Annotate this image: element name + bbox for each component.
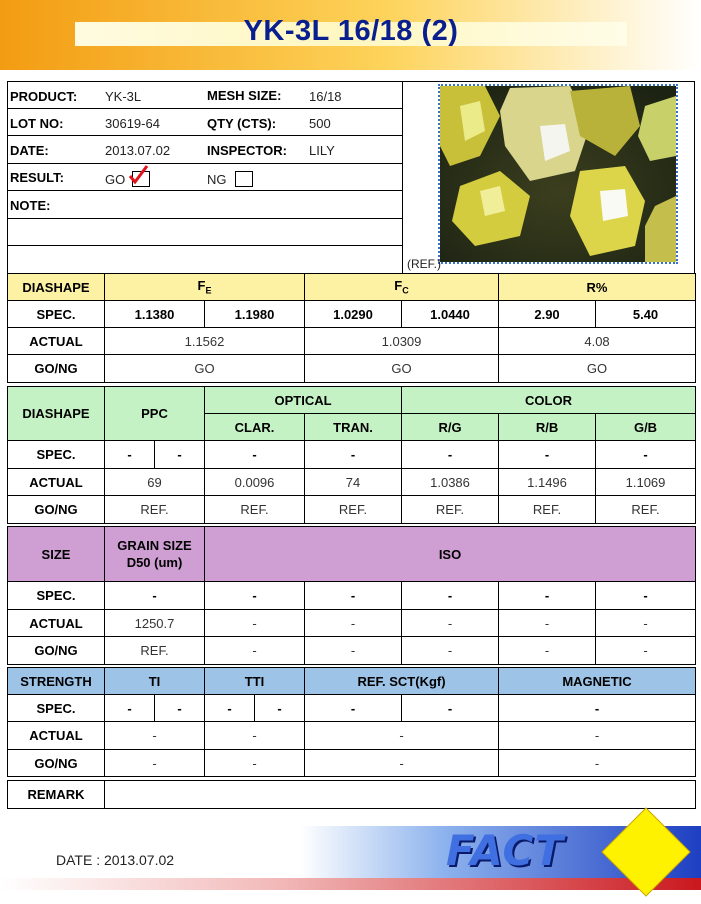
actual-cell: 1.0309 bbox=[305, 328, 499, 355]
optical-header: OPTICAL bbox=[205, 387, 402, 414]
gong-cell: REF. bbox=[402, 496, 499, 524]
gong-cell: - bbox=[402, 637, 499, 665]
divider bbox=[7, 108, 403, 109]
tran-header: TRAN. bbox=[305, 414, 402, 441]
diashape-header: DIASHAPE bbox=[8, 387, 105, 441]
qty-value: 500 bbox=[309, 116, 331, 131]
gong-cell: GO bbox=[499, 355, 696, 383]
spec-cell: - bbox=[402, 582, 499, 610]
actual-cell: 1.1496 bbox=[499, 469, 596, 496]
gong-cell: - bbox=[205, 637, 305, 665]
spec-cell: 1.0290 bbox=[305, 301, 402, 328]
gong-cell: REF. bbox=[596, 496, 696, 524]
fact-logo: FACT bbox=[446, 826, 564, 875]
grain-size-header: GRAIN SIZE D50 (um) bbox=[105, 527, 205, 582]
inspector-value: LILY bbox=[309, 143, 335, 158]
actual-cell: - bbox=[205, 722, 305, 750]
lot-label: LOT NO: bbox=[10, 116, 64, 131]
actual-cell: 69 bbox=[105, 469, 205, 496]
optical-table bbox=[7, 386, 696, 524]
divider bbox=[7, 218, 403, 219]
gong-cell: REF. bbox=[305, 496, 402, 524]
actual-cell: 4.08 bbox=[499, 328, 696, 355]
diamond-photo bbox=[438, 84, 678, 264]
spec-cell: - bbox=[499, 441, 596, 469]
spec-cell: - bbox=[596, 582, 696, 610]
spec-cell: - bbox=[596, 441, 696, 469]
gong-label: GO/NG bbox=[8, 637, 105, 665]
spec-cell: - bbox=[155, 441, 205, 469]
gong-cell: GO bbox=[305, 355, 499, 383]
mesh-value: 16/18 bbox=[309, 89, 342, 104]
actual-cell: - bbox=[499, 722, 696, 750]
spec-cell: - bbox=[499, 695, 696, 722]
spec-cell: - bbox=[255, 695, 305, 722]
spec-cell: 1.1380 bbox=[105, 301, 205, 328]
inspector-label: INSPECTOR: bbox=[207, 143, 287, 158]
photo-ref-label: (REF.) bbox=[407, 257, 441, 271]
actual-label: ACTUAL bbox=[8, 328, 105, 355]
spec-cell: 1.1980 bbox=[205, 301, 305, 328]
spec-cell: 1.0440 bbox=[402, 301, 499, 328]
rb-header: R/B bbox=[499, 414, 596, 441]
spec-cell: - bbox=[105, 582, 205, 610]
actual-cell: 74 bbox=[305, 469, 402, 496]
strength-header: STRENGTH bbox=[8, 668, 105, 695]
rg-header: R/G bbox=[402, 414, 499, 441]
product-label: PRODUCT: bbox=[10, 89, 78, 104]
tti-header: TTI bbox=[205, 668, 305, 695]
remark-label: REMARK bbox=[8, 781, 105, 809]
spec-cell: - bbox=[305, 695, 402, 722]
divider bbox=[7, 190, 403, 191]
strength-table bbox=[7, 667, 696, 777]
spec-cell: 5.40 bbox=[596, 301, 696, 328]
gb-header: G/B bbox=[596, 414, 696, 441]
go-checkbox[interactable] bbox=[132, 171, 150, 187]
spec-cell: 2.90 bbox=[499, 301, 596, 328]
date-label: DATE: bbox=[10, 143, 49, 158]
actual-cell: 1.1562 bbox=[105, 328, 305, 355]
actual-cell: - bbox=[499, 610, 596, 637]
ppc-header: PPC bbox=[105, 387, 205, 441]
divider bbox=[7, 163, 403, 164]
gong-cell: REF. bbox=[205, 496, 305, 524]
mesh-label: MESH SIZE: bbox=[207, 88, 282, 103]
actual-label: ACTUAL bbox=[8, 610, 105, 637]
page-title: YK-3L 16/18 (2) bbox=[243, 15, 459, 47]
actual-cell: - bbox=[402, 610, 499, 637]
spec-cell: - bbox=[205, 695, 255, 722]
go-label: GO bbox=[105, 172, 126, 187]
actual-cell: - bbox=[105, 722, 205, 750]
gong-cell: - bbox=[499, 637, 596, 665]
product-value: YK-3L bbox=[105, 89, 142, 104]
gong-cell: REF. bbox=[105, 637, 205, 665]
actual-cell: 1.0386 bbox=[402, 469, 499, 496]
result-label: RESULT: bbox=[10, 170, 64, 185]
gong-cell: - bbox=[105, 750, 205, 777]
qty-label: QTY (CTS): bbox=[207, 116, 277, 131]
spec-cell: - bbox=[155, 695, 205, 722]
spec-cell: - bbox=[205, 441, 305, 469]
divider bbox=[7, 245, 403, 246]
spec-cell: - bbox=[305, 441, 402, 469]
gong-cell: REF. bbox=[499, 496, 596, 524]
gong-cell: - bbox=[596, 637, 696, 665]
gong-label: GO/NG bbox=[8, 355, 105, 383]
actual-cell: - bbox=[596, 610, 696, 637]
gong-cell: - bbox=[205, 750, 305, 777]
spec-label: SPEC. bbox=[8, 695, 105, 722]
actual-cell: - bbox=[205, 610, 305, 637]
spec-label: SPEC. bbox=[8, 582, 105, 610]
magnetic-header: MAGNETIC bbox=[499, 668, 696, 695]
ng-label: NG bbox=[207, 172, 227, 187]
divider bbox=[7, 135, 403, 136]
footer-red-line bbox=[0, 878, 701, 890]
r-percent-header: R% bbox=[499, 274, 696, 301]
fe-header: $F_E$ bbox=[105, 274, 305, 301]
sct-header: REF. SCT(Kgf) bbox=[305, 668, 499, 695]
date-value: 2013.07.02 bbox=[105, 143, 171, 158]
color-header: COLOR bbox=[402, 387, 696, 414]
actual-cell: - bbox=[305, 610, 402, 637]
spec-cell: - bbox=[402, 695, 499, 722]
footer-date: DATE : 2013.07.02 bbox=[56, 852, 175, 868]
actual-cell: 1.1069 bbox=[596, 469, 696, 496]
gong-cell: - bbox=[499, 750, 696, 777]
actual-cell: 0.0096 bbox=[205, 469, 305, 496]
spec-cell: - bbox=[105, 695, 155, 722]
actual-cell: 1250.7 bbox=[105, 610, 205, 637]
spec-cell: - bbox=[402, 441, 499, 469]
diashape-table bbox=[7, 273, 696, 383]
gong-label: GO/NG bbox=[8, 750, 105, 777]
actual-cell: - bbox=[305, 722, 499, 750]
size-header: SIZE bbox=[8, 527, 105, 582]
iso-header: ISO bbox=[205, 527, 696, 582]
ng-checkbox[interactable] bbox=[235, 171, 253, 187]
spec-cell: - bbox=[305, 582, 402, 610]
lot-value: 30619-64 bbox=[105, 116, 160, 131]
spec-cell: - bbox=[205, 582, 305, 610]
remark-table bbox=[7, 780, 696, 809]
diashape-header: DIASHAPE bbox=[8, 274, 105, 301]
actual-label: ACTUAL bbox=[8, 722, 105, 750]
spec-label: SPEC. bbox=[8, 301, 105, 328]
note-label: NOTE: bbox=[10, 198, 51, 213]
size-table bbox=[7, 526, 696, 665]
actual-label: ACTUAL bbox=[8, 469, 105, 496]
ti-header: TI bbox=[105, 668, 205, 695]
gong-cell: REF. bbox=[105, 496, 205, 524]
gong-label: GO/NG bbox=[8, 496, 105, 524]
spec-cell: - bbox=[105, 441, 155, 469]
gong-cell: GO bbox=[105, 355, 305, 383]
fc-header: $F_C$ bbox=[305, 274, 499, 301]
red-checkmark-icon bbox=[127, 164, 149, 186]
remark-field[interactable] bbox=[105, 781, 696, 809]
spec-cell: - bbox=[499, 582, 596, 610]
info-fields bbox=[7, 81, 403, 273]
spec-label: SPEC. bbox=[8, 441, 105, 469]
gong-cell: - bbox=[305, 750, 499, 777]
clar-header: CLAR. bbox=[205, 414, 305, 441]
gong-cell: - bbox=[305, 637, 402, 665]
yellow-diamond-icon bbox=[600, 806, 692, 898]
